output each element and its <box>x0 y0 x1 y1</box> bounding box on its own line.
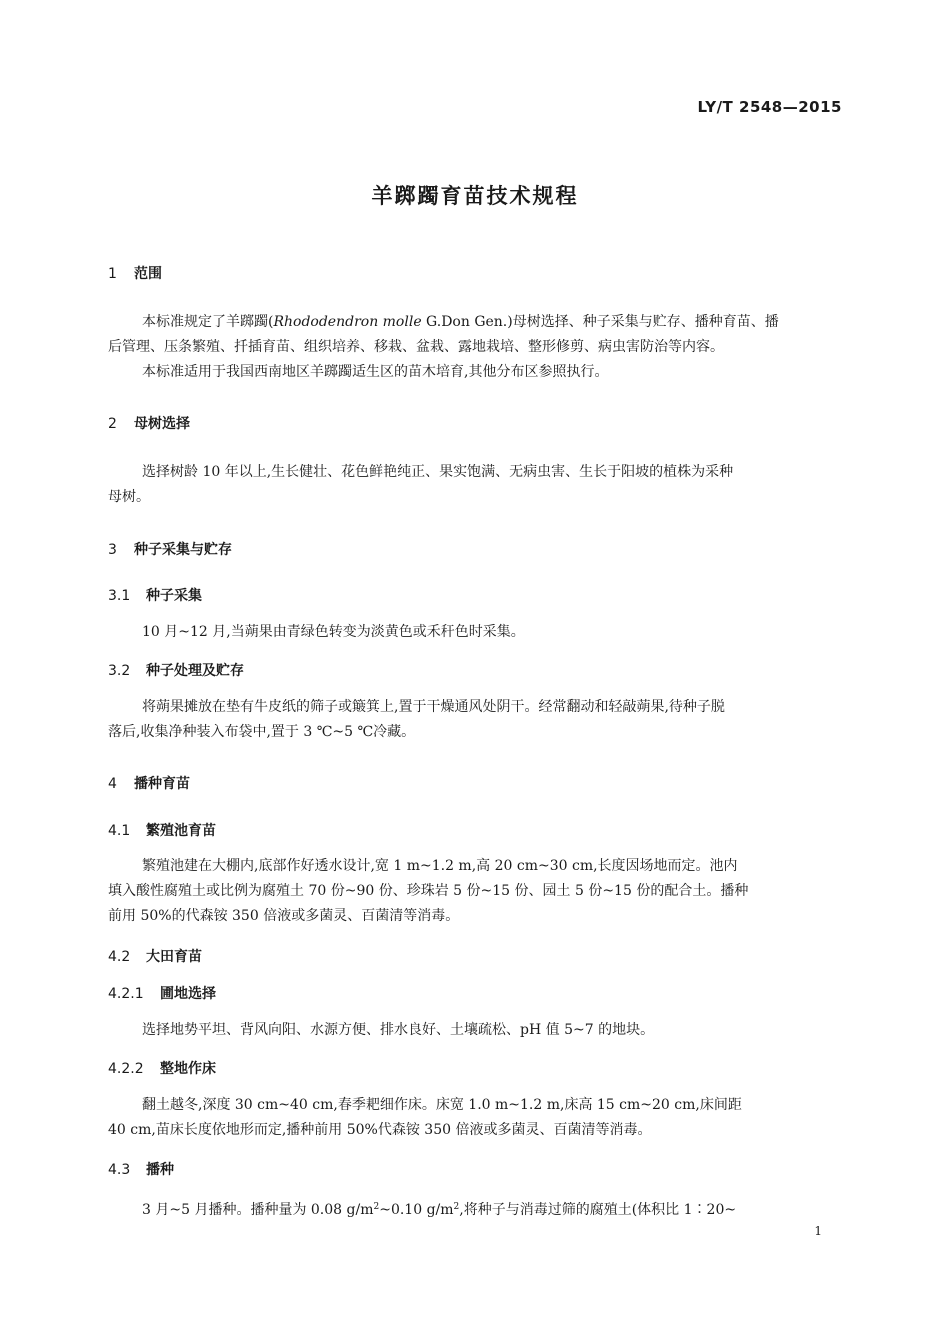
paragraph-line: 本标准适用于我国西南地区羊踯躅适生区的苗木培育,其他分布区参照执行。 <box>142 364 609 380</box>
section-3-heading <box>108 539 232 559</box>
paragraph-line <box>108 1195 844 1223</box>
section-number: 1 <box>108 266 117 282</box>
section-4-2-heading <box>108 946 202 966</box>
section-title: 播种育苗 <box>134 776 190 792</box>
scientific-name: Rhododendron molle <box>273 314 422 330</box>
section-4-3-heading <box>108 1159 174 1179</box>
section-number: 4.3 <box>108 1162 131 1178</box>
section-title: 种子采集与贮存 <box>134 542 232 558</box>
section-title: 母树选择 <box>134 416 190 432</box>
section-number: 3 <box>108 542 117 558</box>
paragraph-line: 填入酸性腐殖土或比例为腐殖土 70 份~90 份、珍珠岩 5 份~15 份、园土 5 份~15 份的配合土。播种 <box>108 883 749 899</box>
section-1-heading <box>108 263 162 283</box>
section-2-heading <box>108 413 190 433</box>
paragraph-line: 前用 50%的代森铵 350 倍液或多菌灵、百菌清等消毒。 <box>108 908 460 924</box>
paragraph-line: 落后,收集净种装入布袋中,置于 3 ℃~5 ℃冷藏。 <box>108 724 416 740</box>
section-number: 3.2 <box>108 663 131 679</box>
section-2-paragraph <box>108 460 844 510</box>
paragraph-line: 繁殖池建在大棚内,底部作好透水设计,宽 1 m~1.2 m,高 20 cm~30 cm,长度因场地而定。池内 <box>142 858 738 874</box>
section-number: 3.1 <box>108 588 131 604</box>
page-number: 1 <box>814 1224 822 1238</box>
paragraph-line: 40 cm,苗床长度依地形而定,播种前用 50%代森铵 350 倍液或多菌灵、百菌清等消毒。 <box>108 1122 652 1138</box>
paragraph-line: 选择地势平坦、背风向阳、水源方便、排水良好、土壤疏松、pH 值 5~7 的地块。 <box>142 1022 655 1038</box>
section-title: 种子处理及贮存 <box>146 663 244 679</box>
section-3-1-paragraph <box>108 620 844 645</box>
section-4-1-heading <box>108 820 216 840</box>
paragraph-line: 母树。 <box>108 489 150 505</box>
paragraph-line: 将蒴果摊放在垫有牛皮纸的筛子或簸箕上,置于干燥通风处阴干。经常翻动和轻敲蒴果,待种子脱 <box>142 699 725 715</box>
text-run: G.Don Gen.)母树选择、种子采集与贮存、播种育苗、播 <box>421 314 779 330</box>
section-title: 圃地选择 <box>160 986 216 1002</box>
section-title: 种子采集 <box>146 588 202 604</box>
section-title: 繁殖池育苗 <box>146 823 216 839</box>
section-4-2-2-paragraph <box>108 1093 844 1143</box>
text-run: 本标准规定了羊踯躅( <box>142 314 274 330</box>
superscript: 2 <box>453 1202 460 1212</box>
section-4-2-1-paragraph <box>108 1018 844 1043</box>
section-title: 范围 <box>134 266 162 282</box>
section-3-1-heading <box>108 585 202 605</box>
section-4-1-paragraph <box>108 854 844 929</box>
section-number: 2 <box>108 416 117 432</box>
paragraph-line: 选择树龄 10 年以上,生长健壮、花色鲜艳纯正、果实饱满、无病虫害、生长于阳坡的植株为采种 <box>142 464 734 480</box>
text-run: 3 月~5 月播种。播种量为 0.08 g/m <box>142 1202 374 1218</box>
section-number: 4.2 <box>108 949 131 965</box>
section-3-2-paragraph <box>108 695 844 745</box>
superscript: 2 <box>373 1202 380 1212</box>
section-1-paragraph-1 <box>108 310 844 360</box>
paragraph-line: 翻土越冬,深度 30 cm~40 cm,春季耙细作床。床宽 1.0 m~1.2 m,床高 15 cm~20 cm,床间距 <box>142 1097 742 1113</box>
section-number: 4.2.2 <box>108 1061 144 1077</box>
section-number: 4 <box>108 776 117 792</box>
standard-code: LY/T 2548—2015 <box>697 98 842 116</box>
section-title: 整地作床 <box>160 1061 216 1077</box>
document-title: 羊踯躅育苗技术规程 <box>371 184 579 208</box>
section-1-paragraph-2 <box>108 360 844 385</box>
paragraph-line: 10 月~12 月,当蒴果由青绿色转变为淡黄色或禾秆色时采集。 <box>142 624 525 640</box>
paragraph-line: 后管理、压条繁殖、扦插育苗、组织培养、移栽、盆栽、露地栽培、整形修剪、病虫害防治等内容。 <box>108 339 724 355</box>
section-number: 4.1 <box>108 823 131 839</box>
section-number: 4.2.1 <box>108 986 144 1002</box>
section-4-heading <box>108 773 190 793</box>
section-3-2-heading <box>108 660 244 680</box>
section-title: 大田育苗 <box>146 949 202 965</box>
paragraph-line <box>108 310 844 335</box>
section-4-3-paragraph <box>108 1195 844 1223</box>
section-4-2-2-heading <box>108 1058 216 1078</box>
text-run: ,将种子与消毒过筛的腐殖土(体积比 1∶20~ <box>459 1202 737 1218</box>
text-run: ~0.10 g/m <box>379 1202 454 1218</box>
section-4-2-1-heading <box>108 983 216 1003</box>
section-title: 播种 <box>146 1162 174 1178</box>
